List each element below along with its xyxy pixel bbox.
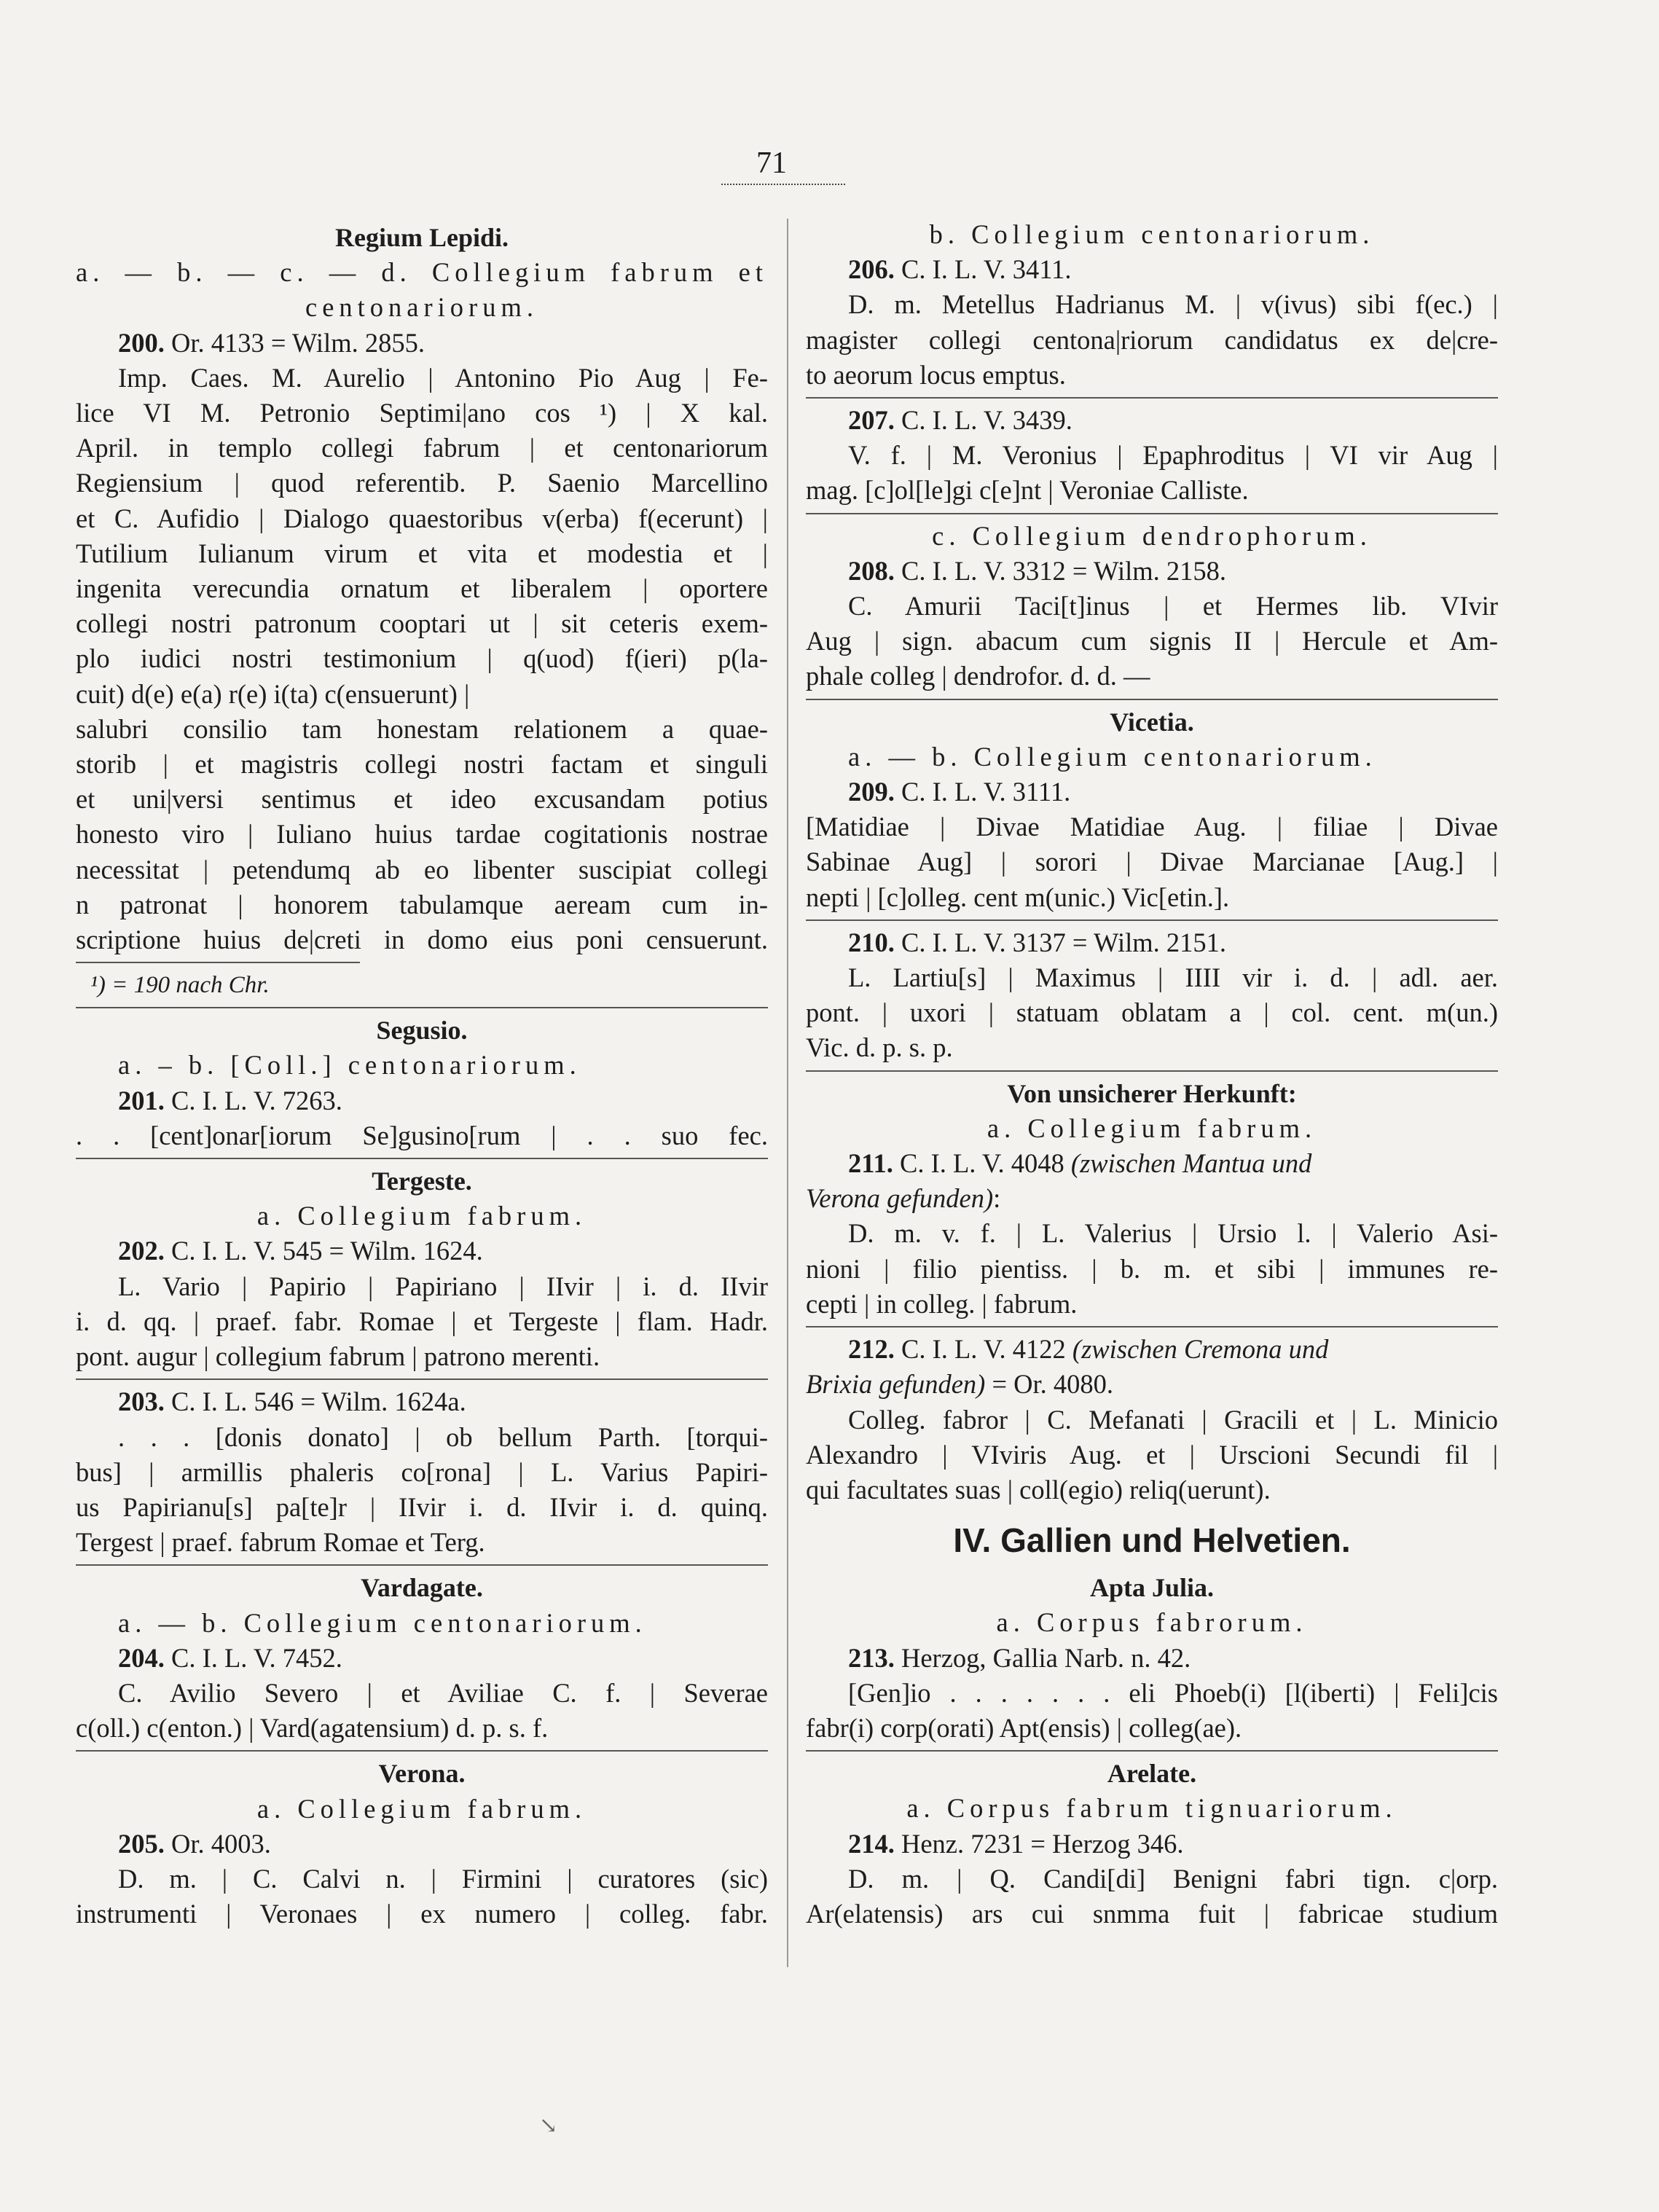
entry-number: 207. (848, 405, 895, 436)
entry-212-line: Colleg. fabror | C. Mefanati | Gracili et | L. Minicio (848, 1404, 1498, 1435)
entry-number: 211. (848, 1148, 893, 1179)
entry-reference: C. I. L. V. 7452. (164, 1642, 342, 1673)
subtitle-tergeste: a. Collegium fabrum. (256, 1201, 587, 1231)
entry-202-header (76, 1234, 768, 1268)
entry-reference: C. I. L. V. 7263. (164, 1085, 342, 1115)
entry-206-line: magister collegi centona|riorum candidatus ex de|cre- (806, 324, 1498, 355)
heading-regium-lepidi: Regium Lepidi. (334, 223, 509, 252)
entry-number: 206. (848, 254, 895, 285)
entry-213-line: fabr(i) corp(orati) Apt(ensis) | colleg(ae). (806, 1712, 1242, 1743)
left-column (76, 217, 768, 1931)
footnote-rule (76, 962, 360, 963)
entry-205-line: D. m. | C. Calvi n. | Firmini | curatores (sic) (118, 1863, 768, 1894)
subtitle-arelate: a. Corpus fabrum tignuariorum. (906, 1793, 1397, 1824)
heading-vardagate: Vardagate. (361, 1573, 483, 1603)
subtitle-verona-b: b. Collegium centonariorum. (929, 219, 1375, 249)
entry-207-line: mag. [c]ol[le]gi c[e]nt | Veroniae Calliste. (806, 475, 1249, 506)
entry-214-header (806, 1827, 1498, 1862)
footnote: ¹) = 190 nach Chr. (90, 972, 270, 999)
printer-mark-icon: ↘ (539, 2114, 558, 2138)
entry-211-line: nioni | filio pientiss. | b. m. et sibi | immunes re- (806, 1253, 1498, 1284)
entry-200-line: scriptione huius de|creti in domo eius poni censuerunt. (76, 925, 768, 955)
entry-200-line: Regiensium | quod referentib. P. Saenio Marcellino (76, 468, 768, 498)
entry-214-line: D. m. | Q. Candi[di] Benigni fabri tign. c|orp. (848, 1863, 1498, 1894)
column-divider (787, 219, 788, 1967)
section-rule (806, 513, 1498, 514)
entry-200-line: et C. Aufidio | Dialogo quaestoribus v(erba) f(ecerunt) | (76, 503, 768, 533)
entry-205-header (76, 1827, 768, 1862)
section-rule (76, 1750, 768, 1752)
entry-209-header (806, 774, 1498, 809)
entry-location: (zwischen Cremona und (1072, 1334, 1329, 1365)
subtitle-verona: a. Collegium fabrum. (256, 1793, 587, 1824)
entry-203-header (76, 1384, 768, 1419)
entry-200-line: cuit) d(e) e(a) r(e) i(ta) c(ensuerunt) | (76, 678, 470, 709)
subtitle-vicetia: a. — b. Collegium centonariorum. (848, 741, 1377, 772)
entry-200-line: Imp. Caes. M. Aurelio | Antonino Pio Aug | Fe- (118, 362, 768, 393)
entry-reference: C. I. L. V. 4048 (893, 1148, 1071, 1179)
heading-unsicherer-herkunft: Von unsicherer Herkunft: (1007, 1078, 1297, 1108)
entry-reference: Herzog, Gallia Narb. n. 42. (894, 1642, 1191, 1673)
entry-reference: C. I. L. V. 3439. (894, 405, 1072, 436)
section-rule (76, 1564, 768, 1566)
entry-203-line: bus] | armillis phaleris co[rona] | L. Varius Papiri- (76, 1456, 768, 1487)
entry-213-header (806, 1641, 1498, 1676)
entry-200-line: et uni|versi sentimus et ideo excusandam potius (76, 784, 768, 815)
entry-reference: C. I. L. V. 3312 = Wilm. 2158. (894, 555, 1227, 586)
entry-204-line: c(oll.) c(enton.) | Vard(agatensium) d. p. s. f. (76, 1713, 549, 1744)
entry-number: 212. (848, 1334, 895, 1365)
entry-212-line: Alexandro | VIviris Aug. et | Urscioni Secundi fil | (806, 1439, 1498, 1470)
entry-number: 208. (848, 555, 895, 586)
heading-apta-julia: Apta Julia. (1089, 1573, 1215, 1603)
entry-206-line: to aeorum locus emptus. (806, 359, 1066, 390)
entry-211-line: D. m. v. f. | L. Valerius | Ursio l. | Valerio Asi- (848, 1218, 1498, 1249)
entry-number: 200. (118, 327, 165, 358)
section-rule (76, 1007, 768, 1008)
entry-211-line: cepti | in colleg. | fabrum. (806, 1288, 1078, 1319)
entry-reference: C. I. L. V. 4122 (894, 1334, 1072, 1365)
section-rule (76, 1378, 768, 1380)
entry-210-line: Vic. d. p. s. p. (806, 1032, 953, 1063)
entry-214-line: Ar(elatensis) ars cui snmma fuit | fabricae studium (806, 1898, 1498, 1929)
entry-number: 210. (848, 927, 895, 957)
page-number: 71 (756, 146, 787, 180)
entry-212-location: Brixia gefunden) = Or. 4080. (806, 1369, 1114, 1400)
section-rule (806, 699, 1498, 700)
entry-208-line: phale colleg | dendrofor. d. d. — (806, 661, 1150, 691)
heading-vicetia: Vicetia. (1110, 707, 1194, 737)
section-rule (806, 919, 1498, 921)
entry-209-line: nepti | [c]olleg. cent m(unic.) Vic[etin.]. (806, 882, 1230, 912)
entry-211-header (806, 1146, 1498, 1181)
entry-number: 204. (118, 1642, 165, 1673)
entry-206-line: D. m. Metellus Hadrianus M. | v(ivus) sibi f(ec.) | (848, 289, 1498, 320)
heading-tergeste: Tergeste. (372, 1166, 472, 1196)
subtitle-vardagate: a. — b. Collegium centonariorum. (118, 1607, 647, 1638)
entry-201-header (76, 1083, 768, 1118)
section-rule (806, 1750, 1498, 1752)
entry-202-line: L. Vario | Papirio | Papiriano | IIvir | i. d. IIvir (118, 1271, 768, 1301)
subtitle-unsicher: a. Collegium fabrum. (987, 1113, 1317, 1143)
entry-200-line: April. in templo collegi fabrum | et centonariorum (76, 433, 768, 463)
entry-205-line: instrumenti | Veronaes | ex numero | colleg. fabr. (76, 1899, 768, 1929)
entry-reference: Or. 4133 = Wilm. 2855. (164, 327, 425, 358)
heading-arelate: Arelate. (1107, 1759, 1197, 1789)
right-column (806, 217, 1498, 1931)
entry-208-line: C. Amurii Taci[t]inus | et Hermes lib. VIvir (848, 591, 1498, 621)
entry-203-line: Tergest | praef. fabrum Romae et Terg. (76, 1527, 485, 1558)
entry-208-header (806, 554, 1498, 589)
entry-reference: C. I. L. V. 545 = Wilm. 1624. (164, 1236, 483, 1266)
subtitle-verona-c: c. Collegium dendrophorum. (932, 520, 1372, 551)
entry-number: 202. (118, 1236, 165, 1266)
entry-number: 209. (848, 777, 895, 807)
entry-202-line: i. d. qq. | praef. fabr. Romae | et Tergeste | flam. Hadr. (76, 1306, 768, 1336)
entry-reference: C. I. L. V. 3411. (894, 254, 1072, 285)
entry-number: 205. (118, 1828, 165, 1859)
entry-201-line: . . [cent]onar[iorum Se]gusino[rum | . . suo fec. (76, 1120, 768, 1150)
entry-reference: C. I. L. V. 3137 = Wilm. 2151. (894, 927, 1227, 957)
entry-reference: C. I. L. V. 3111. (894, 777, 1071, 807)
entry-number: 201. (118, 1085, 165, 1115)
entry-213-line: [Gen]io . . . . . . . eli Phoeb(i) [l(iberti) | Feli]cis (848, 1677, 1498, 1708)
entry-209-line: Sabinae Aug] | sorori | Divae Marcianae [Aug.] | (806, 847, 1498, 877)
entry-200-line: n patronat | honorem tabulamque aeream cum in- (76, 889, 768, 919)
subtitle-regium-2: centonariorum. (305, 292, 538, 323)
entry-reference: C. I. L. 546 = Wilm. 1624a. (164, 1387, 466, 1417)
entry-number: 203. (118, 1387, 165, 1417)
entry-reference: Or. 4003. (164, 1828, 271, 1859)
entry-location: (zwischen Mantua und (1070, 1148, 1312, 1179)
entry-208-line: Aug | sign. abacum cum signis II | Hercule et Am- (806, 626, 1498, 656)
section-rule (76, 1158, 768, 1159)
entry-203-line: us Papirianu[s] pa[te]r | IIvir i. d. IIvir i. d. quinq. (76, 1491, 768, 1522)
page-number-rule (721, 184, 845, 185)
entry-211-location: Verona gefunden): (806, 1183, 1001, 1214)
subtitle-apta: a. Corpus fabrorum. (996, 1607, 1308, 1638)
entry-207-header (806, 403, 1498, 438)
subtitle-regium-1: a. — b. — c. — d. Collegium fabrum et (76, 257, 768, 288)
entry-209-line: [Matidiae | Divae Matidiae Aug. | filiae | Divae (806, 812, 1498, 842)
entry-206-header (806, 252, 1498, 287)
heading-verona: Verona. (378, 1759, 466, 1789)
entry-204-line: C. Avilio Severo | et Aviliae C. f. | Severae (118, 1677, 768, 1708)
entry-number: 214. (848, 1828, 895, 1859)
entry-200-line: Tutilium Iulianum virum et vita et modestia et | (76, 538, 768, 568)
entry-200-line: plo iudici nostri testimonium | q(uod) f(ieri) p(la- (76, 643, 768, 674)
entry-212-header (806, 1332, 1498, 1367)
entry-210-header (806, 925, 1498, 960)
entry-202-line: pont. augur | collegium fabrum | patrono merenti. (76, 1341, 600, 1372)
entry-200-line: collegi nostri patronum cooptari ut | sit ceteris exem- (76, 608, 768, 639)
section-rule (806, 1070, 1498, 1072)
entry-200-line: salubri consilio tam honestam relationem a quae- (76, 713, 768, 744)
entry-200-line: honesto viro | Iuliano huius tardae cogitationis nostrae (76, 819, 768, 850)
entry-204-header (76, 1641, 768, 1676)
heading-segusio: Segusio. (376, 1016, 468, 1046)
subtitle-segusio: a. – b. [Coll.] centonariorum. (118, 1050, 581, 1080)
entry-200-header (76, 326, 768, 361)
entry-reference: Henz. 7231 = Herzog 346. (894, 1828, 1184, 1859)
entry-number: 213. (848, 1642, 895, 1673)
entry-207-line: V. f. | M. Veronius | Epaphroditus | VI vir Aug | (848, 440, 1498, 471)
entry-200-line: lice VI M. Petronio Septimi|ano cos ¹) | X kal. (76, 398, 768, 428)
entry-210-line: pont. | uxori | statuam oblatam a | col. cent. m(un.) (806, 997, 1498, 1028)
entry-200-line: storib | et magistris collegi nostri factam et singuli (76, 749, 768, 780)
entry-203-line: . . . [donis donato] | ob bellum Parth. [torqui- (118, 1421, 768, 1452)
chapter-heading: IV. Gallien und Helvetien. (953, 1521, 1351, 1560)
entry-200-line: necessitat | petendumq ab eo libenter suscipiat collegi (76, 854, 768, 885)
entry-212-line: qui facultates suas | coll(egio) reliq(uerunt). (806, 1474, 1271, 1505)
section-rule (806, 397, 1498, 399)
section-rule (806, 1326, 1498, 1327)
entry-200-line: ingenita verecundia ornatum et liberalem | oportere (76, 573, 768, 604)
entry-210-line: L. Lartiu[s] | Maximus | IIII vir i. d. | adl. aer. (848, 962, 1498, 993)
